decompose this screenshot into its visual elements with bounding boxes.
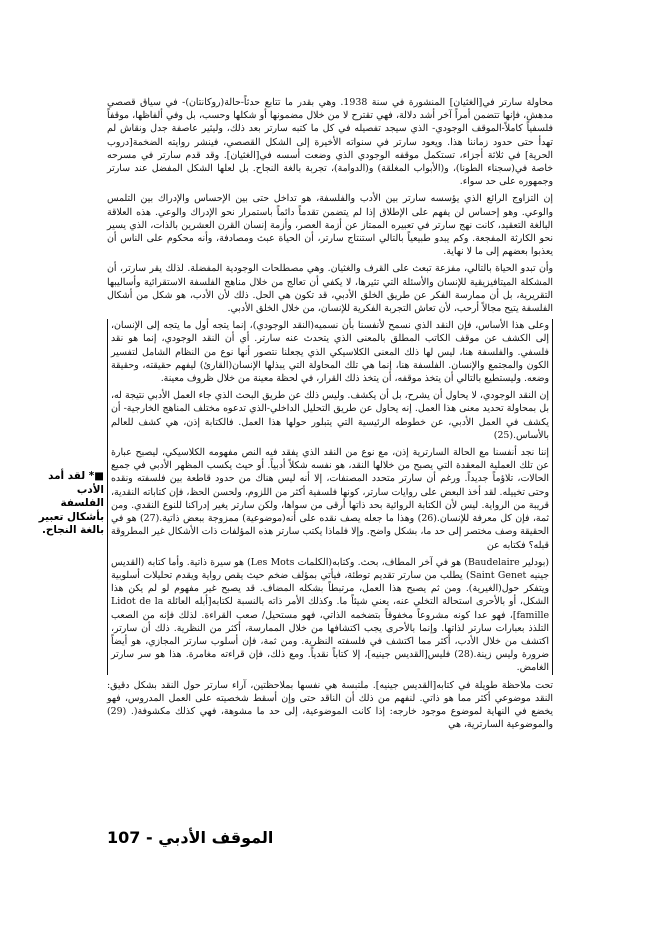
- paragraph-5: إن النقد الوجودي، لا يحاول أن يشرح، بل أن يكشف. وليس ذلك عن طريق البحث الذي جاء العمل الأدبي نتيجة له، بل بمحاولة تحديد معنى هذا العمل. إنه يحاول عن طريق التحليل الداخلي-الذي تدعوه مختلف المناهج الخارجية- أن يكشف في العمل الأدبي، عن خطوطه الرئيسية التي يتبلور حولها هذا العمل. فالكتابة إذن، هي كشف للعالم بالأساس.(25): [111, 390, 549, 441]
- page-footer: الموقف الأدبي - 107: [107, 828, 274, 847]
- paragraph-4: وعلى هذا الأساس، فإن النقد الذي نسمح لأنفسنا بأن نسميه(النقد الوجودي)، إنما يتجه أول ما يتجه إلى الإنسان، إلى الكشف عن موقف الكاتب المطلق بالمعنى الذي يتحدث عنه سارتر. أي أن النقد الوجودي، إنما هو نقد فلسفي. والفلسفة هنا، ليس لها ذلك المعنى الكلاسيكي الذي يجعلنا نتصور أنها نوع من النظام الشامل لتفسير الكون والمجتمع والإنسان. الفلسفة هنا، إنما هي تلك المحاولة التي يبذلها الإنسان(القارئ) ليفهم حقيقته، وحقيقة وضعه. وليستطيع بالتالي أن يتخذ موقفه، أن يتخذ ذلك القرار، في لحظة معينة من خلال ظروف معينة.: [111, 320, 549, 385]
- pull-quote: [34, 470, 104, 538]
- paragraph-8: تحت ملاحظة طويلة في كتابه[القديس جينيه]. ملتبسة هي نفسها بملاحظتين، آراء سارتر حول النقد بشكل دقيق: النقد موضوعي أكثر مما هو ذاتي. لنفهم من ذلك أن الناقد حتى وإن أسقط شخصيته على العمل المدروس، فهو يخضع في النهاية لموضوع موجود خارجه: إذا كانت الموضوعية، إلى حد ما مشوهة، فهي كذلك مكشوفة(. (29) والموضوعية السارترية، هي: [107, 679, 553, 731]
- paragraph-3: وأن تبدو الحياة بالتالي، مفزعة تبعث على القرف والغثيان. وهي مصطلحات الوجودية المفضلة. لذلك يقر سارتر، أن المشكلة الميتافيزيقية للإنسان والأسئلة التي تثيرها، لا يكفي أن تعالج من خلال مناهج الفلسفة الاستقرائية وأساليبها التقريرية، بل أن ممارسة الفكر عن طريق الخلق الأدبي، قد تكون هي الحل. ذلك لأن الأدب، هو شكل من أشكال الفلسفة يتيح مجالاً أرحب، لأن تعاش التجربة الفكرية للإنسان، من خلال الخلق الأدبي.: [107, 263, 553, 315]
- bordered-block: [107, 319, 553, 674]
- bullet-mark: ■*: [88, 470, 104, 482]
- paragraph-2: إن التزاوج الرائع الذي يؤسسه سارتر بين الأدب والفلسفة، هو تداخل حتى بين الإحساس والإدراك بين التلمس والوعي. وهو إحساس لن يفهم على الإطلاق إذا لم يتضمن تقدماً دائماً باستمرار نحو الإدراك والوعي. هذه العلاقة البالغة التعقيد، كانت نهج سارتر في تعبيره الممتاز عن أزمة العصر، وأزمة إنسان القرن العشرين بالذات، الذي يسير نحو الكارثة المفجعة. وكم يبدو طبيعياً بالتالي استنتاج سارتر، أن الحياة عبث ومصادفة، وأنه محكوم على الناس أن يعذبوا بعضهم إلى ما لا نهاية.: [107, 193, 553, 258]
- article-column: [107, 96, 553, 735]
- paragraph-1: محاولة سارتر في[الغثيان] المنشورة في سنة 1938. وهي بقدر ما تتابع حدثاً-حالة(روكانتان)- في سياق قصصي مدهش، فإنها تتضمن أمراً آخر أشد دلالة، فهي تقترح لا من خلال مضمونها أو شكلها وحسب، بل وفي ألفاظها، موقفاً فلسفياً كاملاً-الموقف الوجودي- الذي سيجد تفصيله في كل ما كتبه سارتر بعد ذلك، وليثير عاصفة جدل ونقاش لم تهدأ حتى حدود زماننا هذا. ويعود سارتر في سنواته الأخيرة إلى الشكل القصصي، فينشر روايته الضخمة[دروب الحرية] في ثلاثة أجزاء، تستكمل موقفه الوجودي الذي وضعت أسسه في[الغثيان]. وقد قدم سارتر في مسرحه خاصة في(سجناء الطونا)، و(الأبواب المغلقة) و(الدوامة)، تجربة بالغة النجاح. بل لعلها الشكل المفضل عند سارتر وجمهوره على حد سواء.: [107, 97, 553, 188]
- paragraph-6: إننا نجد أنفسنا مع الحالة السارترية إذن، مع نوع من النقد الذي يفقد فيه النص مفهومه الكلاسيكي، ليصبح عبارة عن تلك العملية المعقدة التي يصبح من خلالها النقد، هو نفسه شكلاً أدبياً. أو حيث يكسب المظهر الأدبي في جميع الحالات، تلاؤماً جديداً. ورغم أن سارتر متحدد المصنفات، إلا أنه ليس هناك من حدود قاطعة بين فلسفته ونقده وحتى تخييله. لقد أخذ البعض على روايات سارتر، كونها فلسفية أكثر من اللزوم، ولحسن الحظ، فإن كتاباته النقدية، قريبة من الرواية. ليس لأن الكتابة الروائية بحد ذاتها أرقى من سواها، ولكن سارتر يغير إدراكنا للنوع النقدي. ومن ثمة، فإن كل معرفة للإنسان.(26) وهذا ما جعله يصف نقده على أنه(موضوعية) ممزوجة ببعض ذاتية.(27) هو في الحقيقة وصف مختصر إلى حد ما، بشكل واضح. وإلا فلماذا يكتب سارتر هذه المؤلفات ذات الأشكال غير المطروقة قبله؟ فكتابه عن: [111, 447, 549, 551]
- paragraph-7: (بودلير Baudelaire) هو في آخر المطاف، بحث. وكتابه(الكلمات Les Mots) هو سيرة ذاتية. وأما كتابه (القديس جينيه Saint Genet) يطلب من سارتر تقديم توطئة، فيأتي بمؤلف ضخم حيث يقص رواية ويقدم تحليلات أسلوبية ويتفكر حول(الغيرية). ومن ثم يصبح هذا العمل، مرتبطاً بشكله المضاف. قد يصبح غير مفهوم لو لم يكن هذا الشكل، أو بالأحرى استحالة التخلي عنه، يعني شيئاً ما. وكذلك الأمر ذاته بالنسبة لكتابه[أبله العائلة Lidot de la famille]، فهو عدا كونه مشروعاً مخفوقاً بتضخمه الذاتي، فهو مستحيل/ صعب القراءة. لذلك فإنه من الصعب التلذذ بعبارات سارتر لذاتها. وإنما بالأحرى يجب اكتشافها من خلال الممارسة، أكثر من النظرية. ذلك أن سارتر، اكتشف من خلال الأدب، أكثر مما اكتشف في فلسفته النظرية. ومن ثمة، فإن أسلوب سارتر المجازي، هو أيضاً ضرورة وليس زينة.(28) فليس[القديس جينيه]، إلا كتاباً نقدياً. ومع ذلك، فإن قراءته مغامرة. هذا هو سر سارتر الغامض.: [111, 556, 550, 674]
- pull-quote-text: لقد أمد الأدب الفلسفة بأشكال تعبير بالغة النجاح.: [38, 470, 104, 536]
